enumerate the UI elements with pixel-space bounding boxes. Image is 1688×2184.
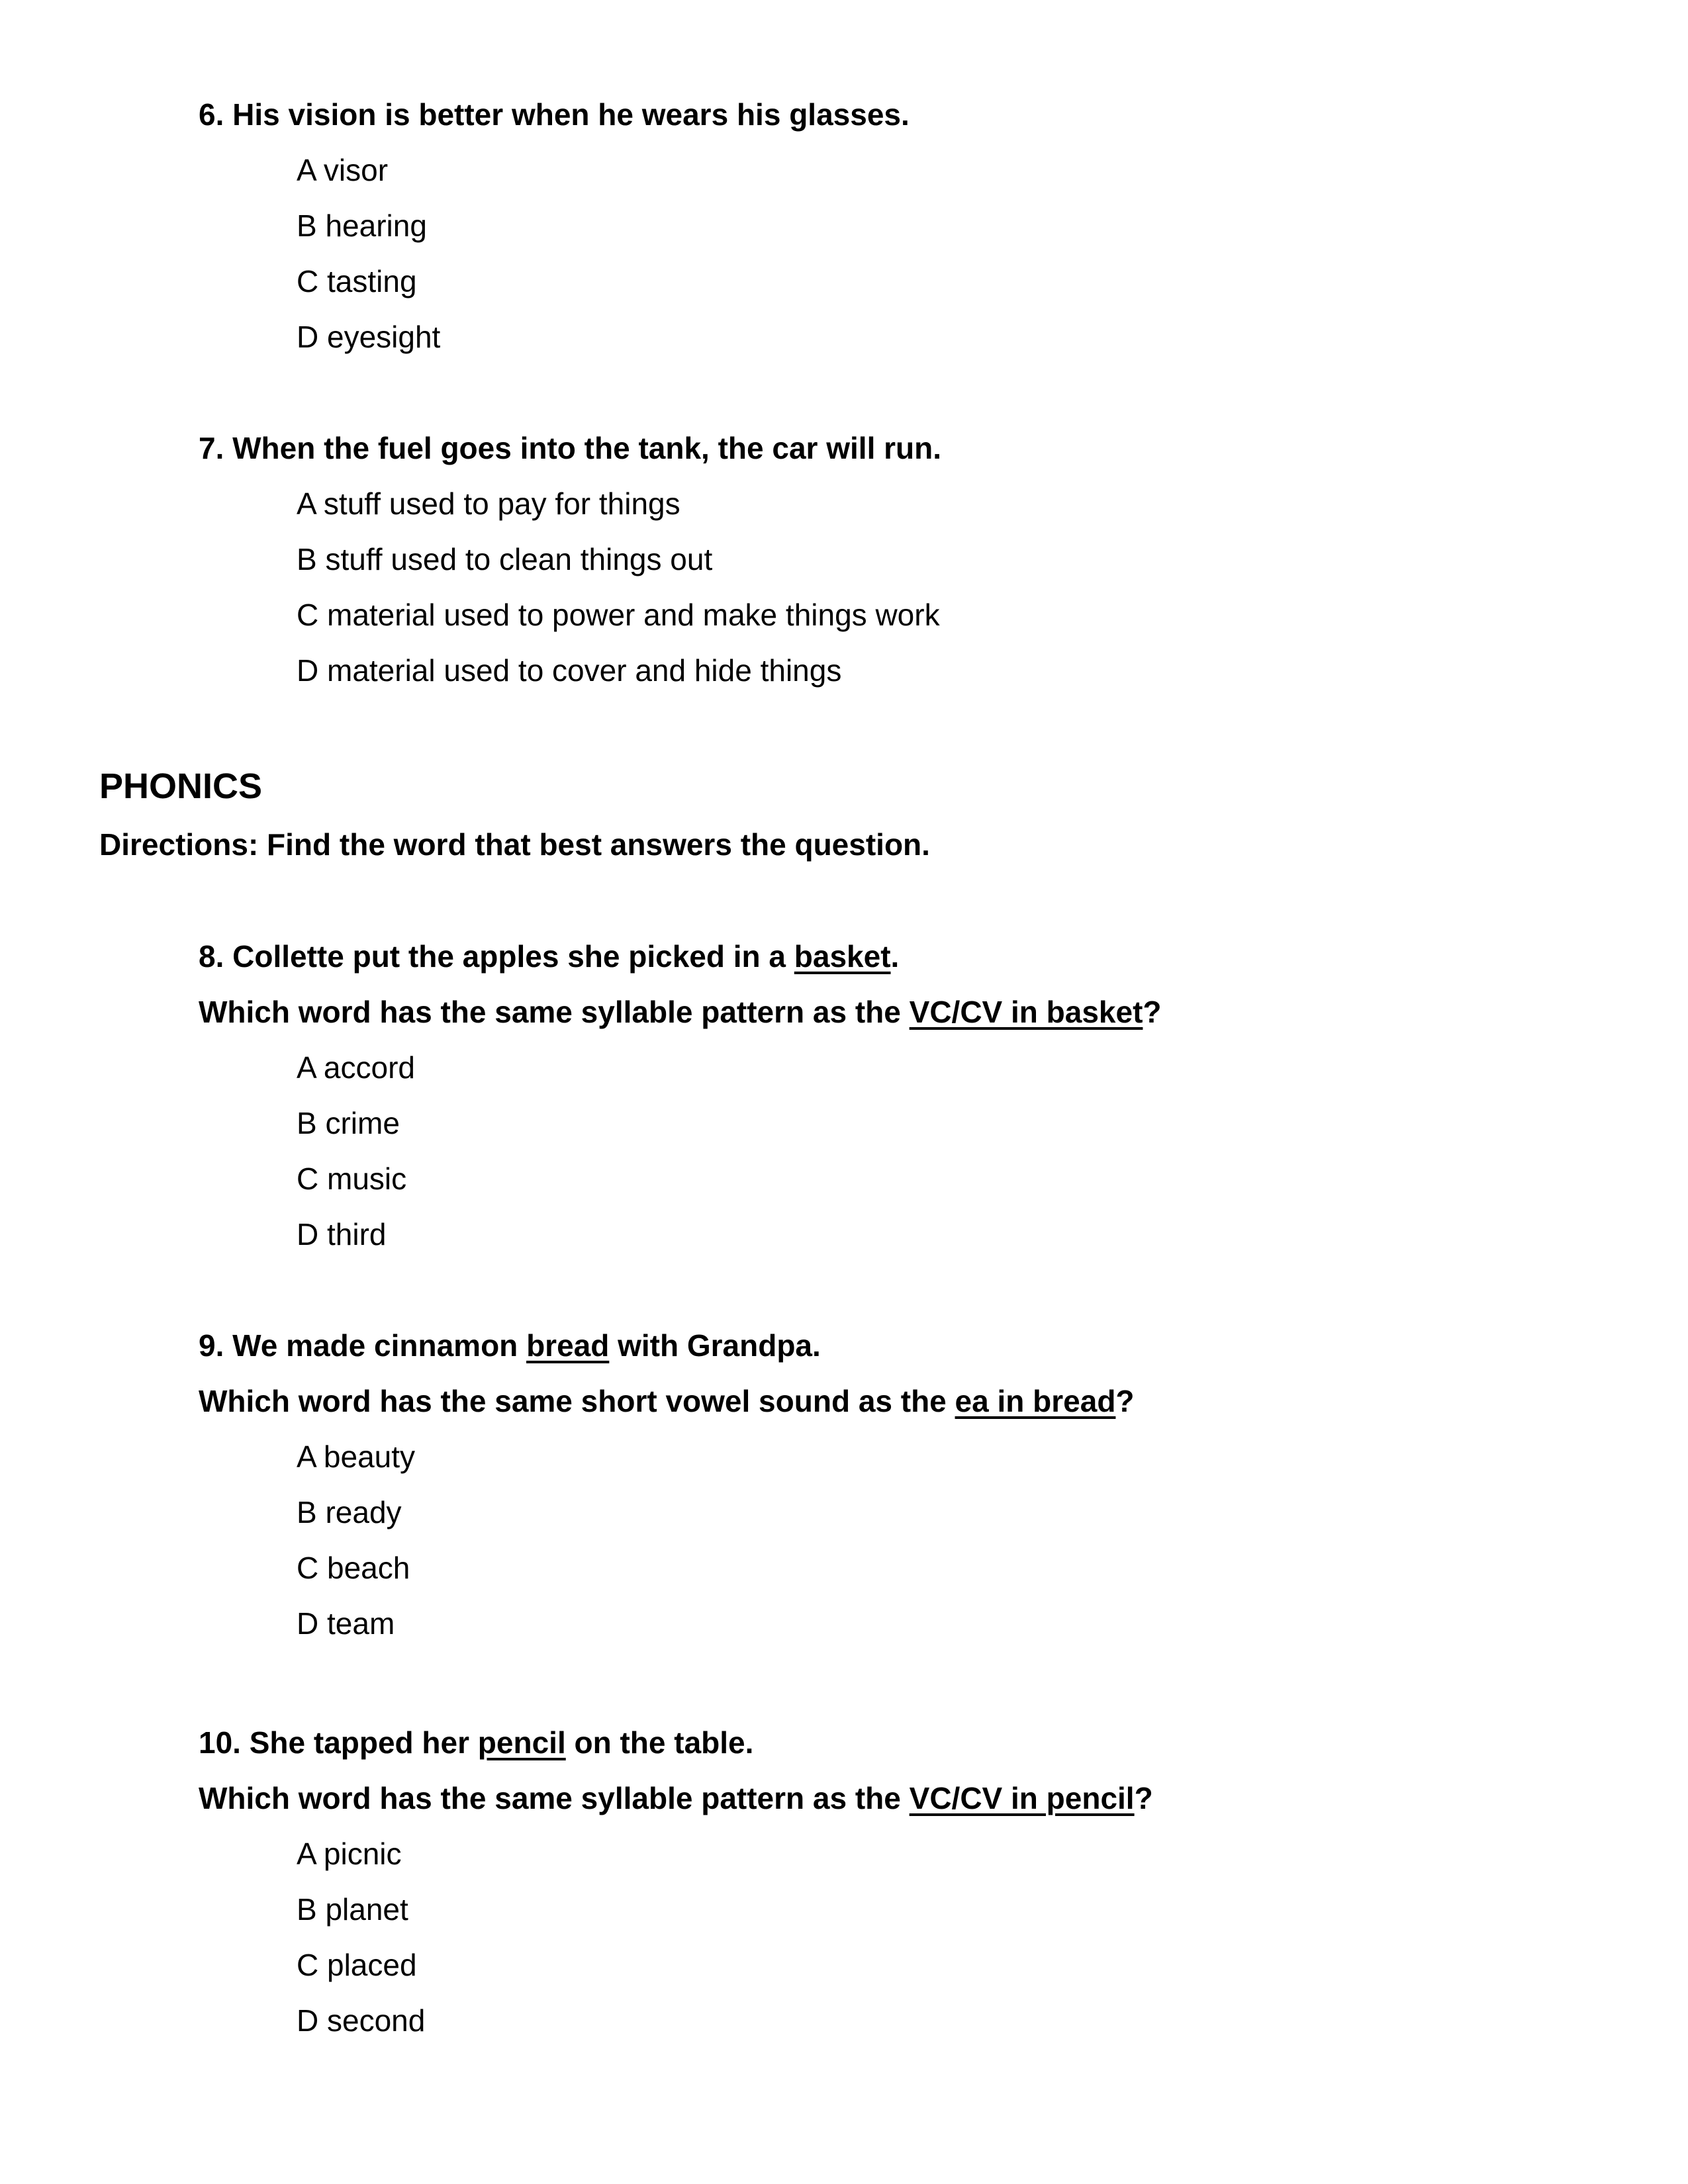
question-8-question-text: Which word has the same syllable pattern as the <box>199 995 910 1029</box>
question-9-sentence-end: with Grandpa. <box>609 1328 821 1363</box>
question-8-option-c: C music <box>297 1161 407 1196</box>
question-8-sentence-text: 8. Collette put the apples she picked in a <box>199 939 794 974</box>
question-9-target-word: bread <box>526 1328 610 1363</box>
question-9-sentence-text: 9. We made cinnamon <box>199 1328 527 1363</box>
question-6-option-a: A visor <box>297 153 389 187</box>
question-6-option-c: C tasting <box>297 264 417 298</box>
question-8-option-a: A accord <box>297 1050 415 1085</box>
question-7-option-d: D material used to cover and hide things <box>297 653 842 688</box>
question-10-question-target: VC/CV in pencil <box>909 1781 1135 1815</box>
question-9-question-end: ? <box>1115 1384 1135 1418</box>
question-7-option-c: C material used to power and make things work <box>297 598 940 632</box>
question-10-option-c: C placed <box>297 1948 417 1982</box>
question-10-option-a: A picnic <box>297 1837 402 1871</box>
question-8-sentence-end: . <box>890 939 900 974</box>
question-9-option-c: C beach <box>297 1551 410 1585</box>
question-9-sentence <box>199 1330 821 1361</box>
question-10-sentence-end: on the table. <box>565 1725 754 1760</box>
question-10-question-text: Which word has the same syllable pattern as the <box>199 1781 910 1815</box>
question-10-sentence <box>199 1727 753 1758</box>
question-8-question-end: ? <box>1143 995 1162 1029</box>
question-9-option-b: B ready <box>297 1495 402 1529</box>
question-8-option-d: D third <box>297 1217 387 1251</box>
question-8-sentence <box>199 941 899 972</box>
question-6-option-b: B hearing <box>297 208 427 243</box>
question-6-prompt: 6. His vision is better when he wears his glasses. <box>199 97 910 132</box>
question-9-question <box>199 1386 1135 1416</box>
question-10-sentence-text: 10. She tapped her <box>199 1725 478 1760</box>
question-10-option-b: B planet <box>297 1892 408 1927</box>
question-9-question-target: ea in bread <box>955 1384 1116 1418</box>
section-title: PHONICS <box>99 766 263 806</box>
question-7-option-a: A stuff used to pay for things <box>297 486 680 521</box>
question-8-option-b: B crime <box>297 1106 400 1140</box>
question-8-question-target: VC/CV in basket <box>909 995 1143 1029</box>
question-8-question <box>199 997 1162 1027</box>
question-10-question <box>199 1783 1153 1813</box>
question-7-option-b: B stuff used to clean things out <box>297 542 713 576</box>
section-directions: Directions: Find the word that best answers the question. <box>99 827 930 862</box>
question-7-prompt: 7. When the fuel goes into the tank, the car will run. <box>199 431 942 465</box>
question-10-target-word: pencil <box>477 1725 566 1760</box>
question-10-question-end: ? <box>1134 1781 1153 1815</box>
question-8-target-word: basket <box>794 939 891 974</box>
question-6-option-d: D eyesight <box>297 320 441 354</box>
question-9-option-d: D team <box>297 1606 395 1641</box>
question-10-option-d: D second <box>297 2003 426 2038</box>
question-9-question-text: Which word has the same short vowel sound as the <box>199 1384 955 1418</box>
question-9-option-a: A beauty <box>297 1439 416 1474</box>
